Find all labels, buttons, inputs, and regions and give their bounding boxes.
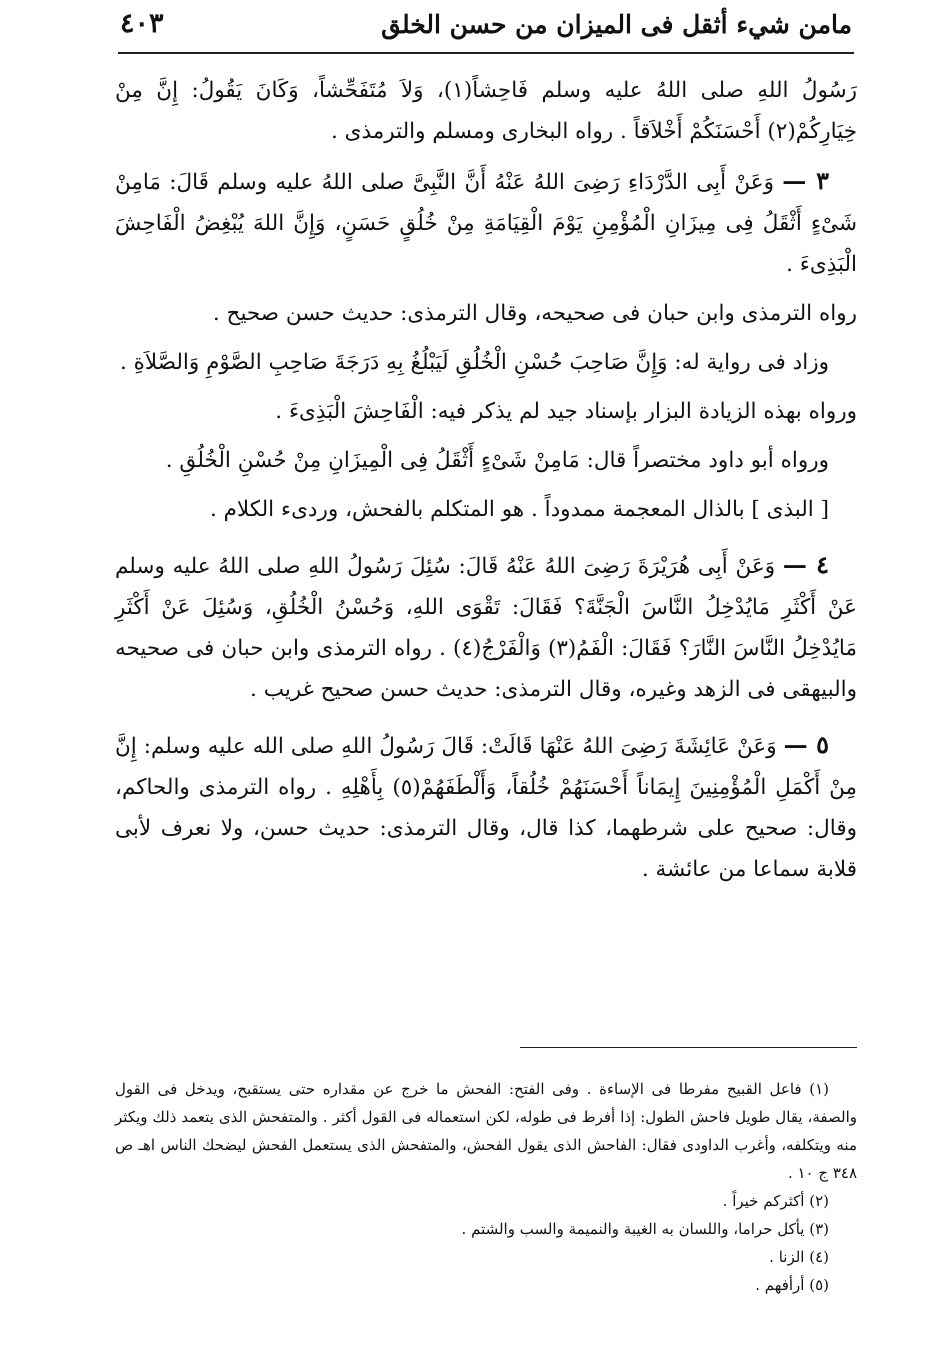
footnote-5: (٥) أرأفهم . [755, 1276, 829, 1294]
main-text [115, 70, 857, 904]
running-title: مامن شيء أثقل فى الميزان من حسن الخلق [381, 10, 852, 39]
hadith-number: ٥ — [783, 730, 830, 759]
paragraph-narration: رواه الترمذى وابن حبان فى صحيحه، وقال الترمذى: حديث حسن صحيح . [212, 301, 857, 326]
page-number: ٤٠٣ [120, 8, 164, 39]
paragraph-gloss: [ البذى ] بالذال المعجمة ممدوداً . هو المتكلم بالفحش، وردىء الكلام . [209, 497, 829, 522]
hadith-text: وَعَنْ أَبِى هُرَيْرَةَ رَضِىَ اللهُ عَنْهُ قَالَ: سُئِلَ رَسُولُ اللهِ صلى اللهُ عليه وسلم عَنْ أَكْثَرِ مَايُدْخِلُ النَّاسَ الْجَنَّةَ؟ فَقَالَ: تَقْوَى اللهِ، وَحُسْنُ الْخُلُقِ، وَسُئِلَ عَنْ أَكْثَرِ مَايُدْخِلُ النَّاسَ النَّارَ؟ فَقَالَ: الْفَمُ(٣) وَالْفَرْجُ(٤) . رواه الترمذى وابن حبان فى صحيحه والبيهقى فى الزهد وغيره، وقال الترمذى: حديث حسن صحيح غريب . [115, 554, 857, 702]
hadith-text: وَعَنْ أَبِى الدَّرْدَاءِ رَضِىَ اللهُ عَنْهُ أَنَّ النَّبِىَّ صلى اللهُ عليه وسلم قَالَ: مَامِنْ شَىْءٍ أَثْقَلُ فِى مِيزَانِ الْمُؤْمِنِ يَوْمَ الْقِيَامَةِ مِنْ خُلُقٍ حَسَنٍ، وَإِنَّ اللهَ يُبْغِضُ الْفَاحِشَ الْبَذِىءَ . [115, 170, 857, 277]
footnote-4: (٤) الزنا . [769, 1248, 829, 1266]
hadith-number: ٤ — [782, 550, 829, 579]
header-rule [118, 52, 854, 54]
footnote-3: (٣) يأكل حراما، واللسان به الغيبة والنميمة والسب والشتم . [461, 1220, 829, 1238]
hadith-text: وَعَنْ عَائِشَةَ رَضِىَ اللهُ عَنْهَا قَالَتْ: قَالَ رَسُولُ اللهِ صلى الله عليه وسلم: إِنَّ مِنْ أَكْمَلِ الْمُؤْمِنِينَ إِيمَاناً أَحْسَنَهُمْ خُلُقاً، وَأَلْطَفَهُمْ(٥) بِأَهْلِهِ . رواه الترمذى والحاكم، وقال: صحيح على شرطهما، كذا قال، وقال الترمذى: حديث حسن، ولا نعرف لأبى قلابة سماعا من عائشة . [115, 734, 857, 882]
hadith-number: ٣ — [782, 166, 830, 195]
paragraph-addition: وزاد فى رواية له: وَإِنَّ صَاحِبَ حُسْنِ الْخُلُقِ لَيَبْلُغُ بِهِ دَرَجَةَ صَاحِبِ الصَّوْمِ وَالصَّلاَةِ . [119, 350, 829, 375]
hadith-3 [115, 160, 857, 285]
footnote-1: (١) فاعل القبيح مفرطا فى الإساءة . وفى الفتح: الفحش ما خرج عن مقداره حتى يستقبح، ويدخل فى القول والصفة، يقال طويل فاحش الطول: إذا أفرط فى طوله، لكن استعماله فى القول أكثر . والمتفحش الذى يتعمد ذلك ويكثر منه ويتكلفه، وأغرب الداودى فقال: الفاحش الذى يقول الفحش، والمتفحش الذى يستعمل الفحش ليضحك الناس اهـ ص ٣٤٨ ج ١٠ . [115, 1080, 857, 1182]
footnote-2: (٢) أكثركم خيراً . [722, 1192, 829, 1210]
paragraph-abu-dawud: ورواه أبو داود مختصراً قال: مَامِنْ شَىْءٍ أَثْقَلُ فِى الْمِيزَانِ مِنْ حُسْنِ الْخُلُقِ . [165, 448, 829, 473]
hadith-5 [115, 724, 857, 890]
footnote-rule [520, 1047, 857, 1048]
running-header [120, 6, 852, 50]
paragraph-bazzar: ورواه بهذه الزيادة البزار بإسناد جيد لم يذكر فيه: الْفَاحِشَ الْبَذِىءَ . [275, 399, 857, 424]
hadith-4 [115, 544, 857, 710]
footnotes [115, 1075, 857, 1299]
paragraph-continuation: رَسُولُ اللهِ صلى اللهُ عليه وسلم فَاحِشاً(١)، وَلاَ مُتَفَحِّشاً، وَكَانَ يَقُولُ: إِنَّ مِنْ خِيَارِكُمْ(٢) أَحْسَنَكُمْ أَخْلاَقاً . رواه البخارى ومسلم والترمذى . [115, 78, 857, 144]
